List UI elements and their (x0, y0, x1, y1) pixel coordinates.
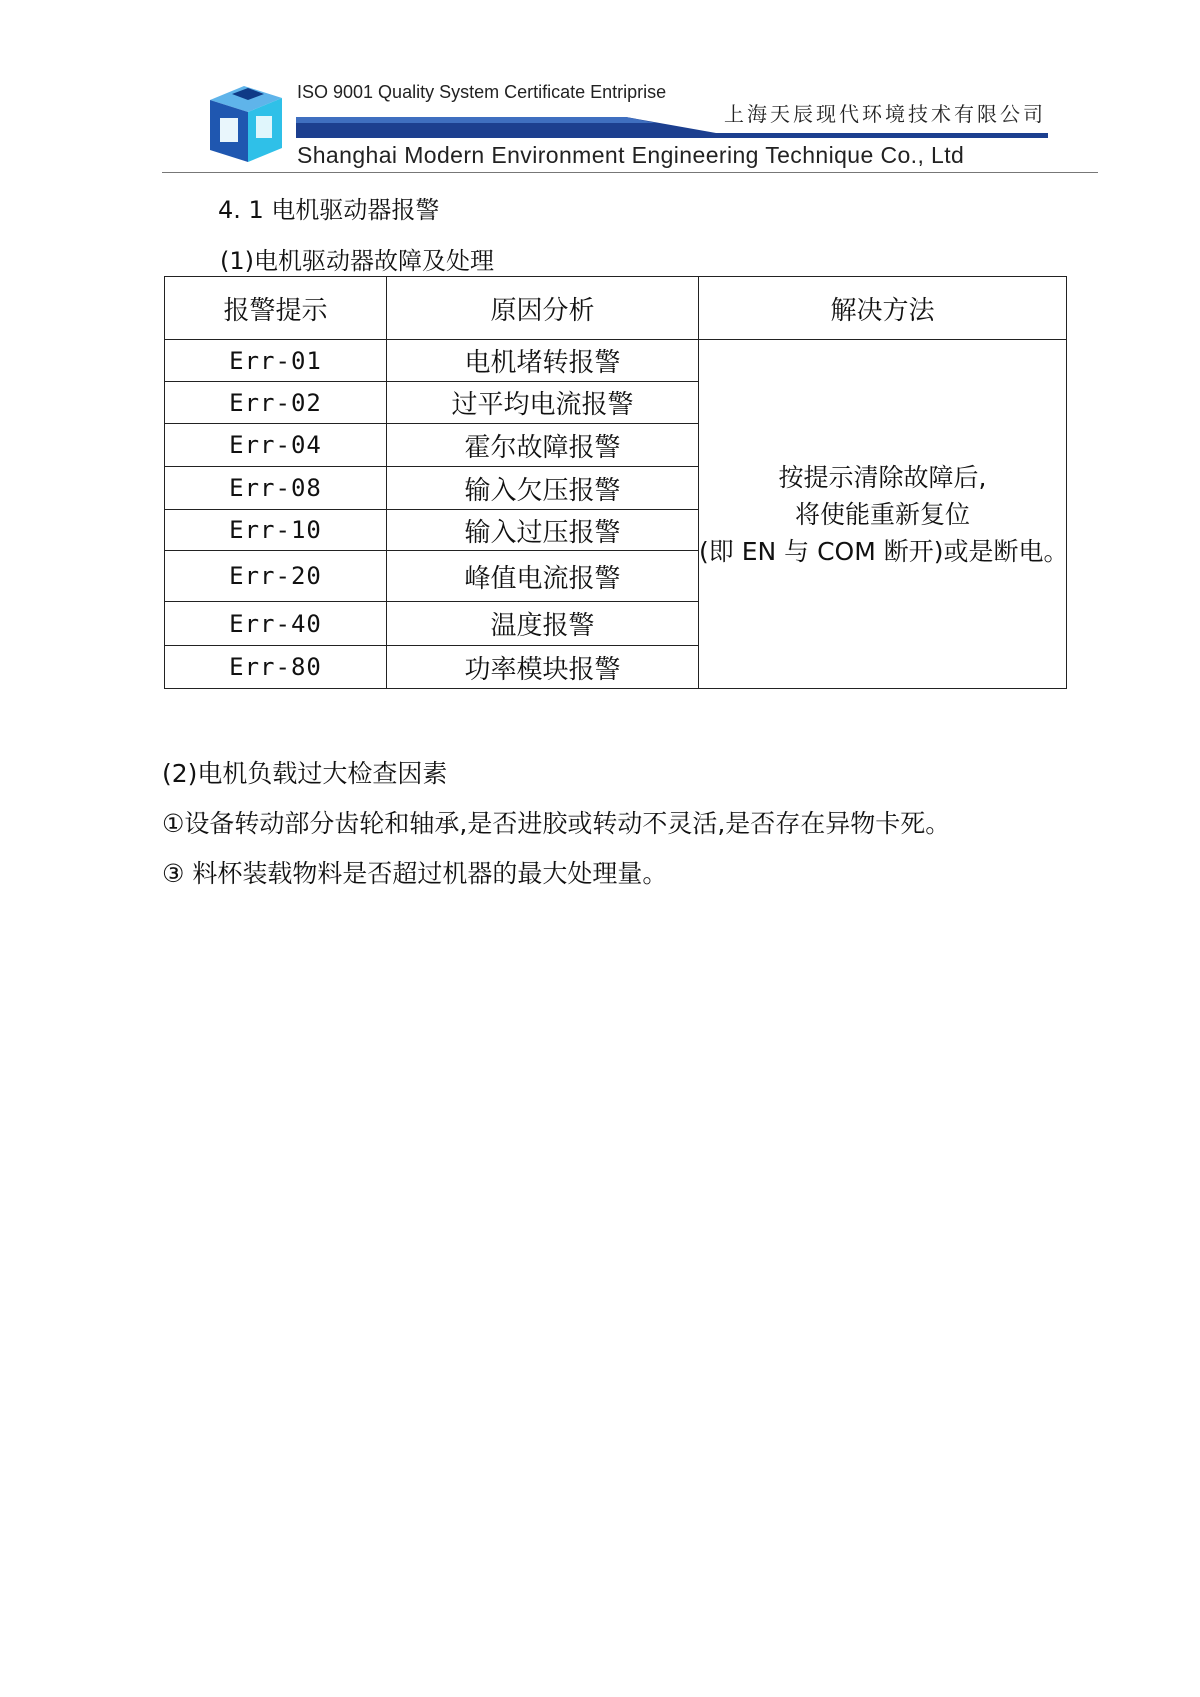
alarm-code: Err-80 (165, 646, 387, 689)
company-name-english: Shanghai Modern Environment Engineering Technique Co., Ltd (297, 142, 965, 168)
company-name-chinese: 上海天辰现代环境技术有限公司 (724, 102, 1046, 126)
header-solution: 解决方法 (699, 277, 1067, 340)
load-check-item: ①设备转动部分齿轮和轴承,是否进胶或转动不灵活,是否存在异物卡死。 (162, 809, 951, 838)
alarm-cause: 输入过压报警 (387, 510, 699, 551)
alarm-cause: 过平均电流报警 (387, 382, 699, 424)
alarm-cause: 电机堵转报警 (387, 340, 699, 382)
header-alarm-prompt: 报警提示 (165, 277, 387, 340)
load-check-title: (2)电机负载过大检查因素 (162, 759, 448, 788)
table-header-row (165, 277, 1067, 340)
alarm-code: Err-10 (165, 510, 387, 551)
header-divider (162, 172, 1098, 173)
section-title: 4. 1 电机驱动器报警 (218, 196, 440, 224)
solution-cell (699, 340, 1067, 689)
header-cause-analysis: 原因分析 (387, 277, 699, 340)
fault-table (164, 276, 1067, 689)
alarm-cause: 温度报警 (387, 602, 699, 646)
alarm-cause: 功率模块报警 (387, 646, 699, 689)
solution-line: 按提示清除故障后, (778, 462, 987, 492)
alarm-cause: 输入欠压报警 (387, 467, 699, 510)
header-swoosh-band (296, 113, 1048, 141)
alarm-code: Err-40 (165, 602, 387, 646)
alarm-code: Err-20 (165, 551, 387, 602)
alarm-code: Err-04 (165, 424, 387, 467)
load-check-item: ③ 料杯装载物料是否超过机器的最大处理量。 (162, 859, 668, 888)
solution-line: (即 EN 与 COM 断开)或是断电。 (699, 536, 1069, 566)
alarm-code: Err-02 (165, 382, 387, 424)
alarm-cause: 峰值电流报警 (387, 551, 699, 602)
company-logo-icon (208, 84, 284, 164)
table-row (165, 340, 1067, 382)
solution-line: 将使能重新复位 (794, 499, 970, 529)
page-header (0, 0, 1200, 180)
alarm-cause: 霍尔故障报警 (387, 424, 699, 467)
alarm-code: Err-08 (165, 467, 387, 510)
table-title: (1)电机驱动器故障及处理 (220, 247, 494, 275)
iso-certificate-line: ISO 9001 Quality System Certificate Entriprise (297, 82, 667, 102)
alarm-code: Err-01 (165, 340, 387, 382)
